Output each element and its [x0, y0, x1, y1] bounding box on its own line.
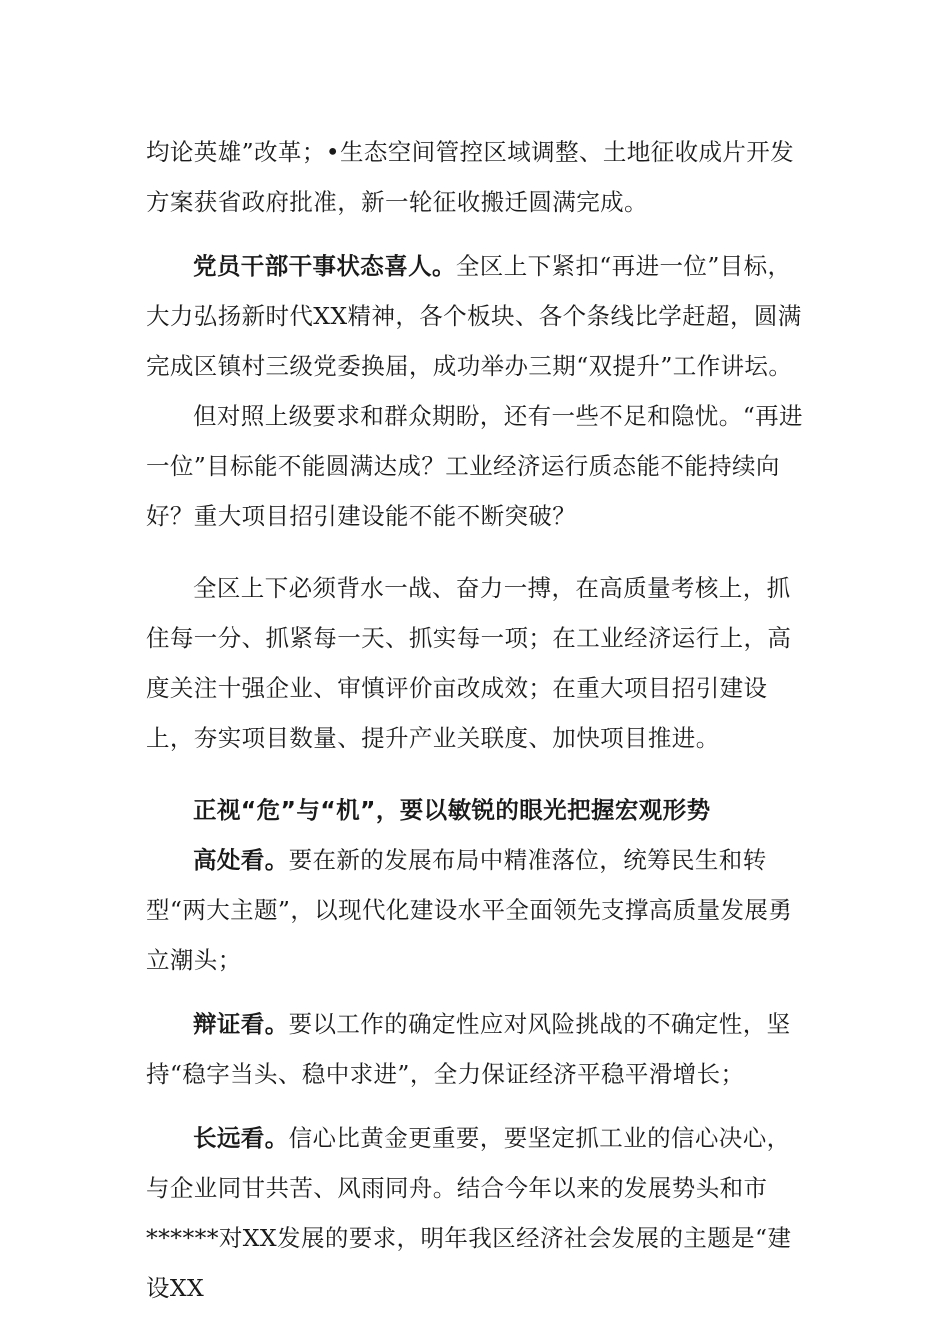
paragraph-lead: 党员干部干事状态喜人。 [193, 252, 456, 280]
paragraph-text: 均论英雄”改革；•生态空间管控区域调整、土地征收成片开发方案获省政府批准，新一轮征收搬迁圆满完成。 [146, 138, 795, 216]
paragraph-all-out-effort [146, 563, 806, 763]
section-heading: 正视“危”与“机”，要以敏锐的眼光把握宏观形势 [193, 796, 711, 824]
paragraph-reform-continuation [146, 127, 806, 227]
point-lead: 长远看。 [193, 1124, 289, 1152]
point-lead: 辩证看。 [193, 1010, 289, 1038]
point-text: 要以工作的确定性应对风险挑战的不确定性，坚持“稳字当头、稳中求进”，全力保证经济平稳平滑增长； [146, 1010, 791, 1088]
point-high-view [146, 835, 806, 985]
point-long-term-view [146, 1113, 806, 1313]
point-dialectical-view [146, 999, 806, 1099]
document-body [146, 127, 806, 1313]
paragraph-cadre-status [146, 241, 806, 391]
point-text: 要在新的发展布局中精准落位，统筹民生和转型“两大主题”，以现代化建设水平全面领先支撑高质量发展勇立潮头； [146, 846, 793, 974]
paragraph-shortcomings [146, 391, 806, 541]
paragraph-text: 但对照上级要求和群众期盼，还有一些不足和隐忧。“再进一位”目标能不能圆满达成？工业经济运行质态能不能持续向好？重大项目招引建设能不能不断突破？ [146, 402, 803, 530]
paragraph-text: 全区上下必须背水一战、奋力一搏，在高质量考核上，抓住每一分、抓紧每一天、抓实每一项；在工业经济运行上，高度关注十强企业、审慎评价亩改成效；在重大项目招引建设上，夯实项目数量、提升产业关联度、加快项目推进。 [146, 574, 792, 752]
paragraph-text: 全区上下紧扣“再进一位”目标，大力弘扬新时代XX精神，各个板块、各个条线比学赶超，圆满完成区镇村三级党委换届，成功举办三期“双提升”工作讲坛。 [146, 252, 802, 380]
point-lead: 高处看。 [193, 846, 289, 874]
point-text: 信心比黄金更重要，要坚定抓工业的信心决心，与企业同甘共苦、风雨同舟。结合今年以来的发展势头和市******对XX发展的要求，明年我区经济社会发展的主题是“建设XX [146, 1124, 792, 1302]
